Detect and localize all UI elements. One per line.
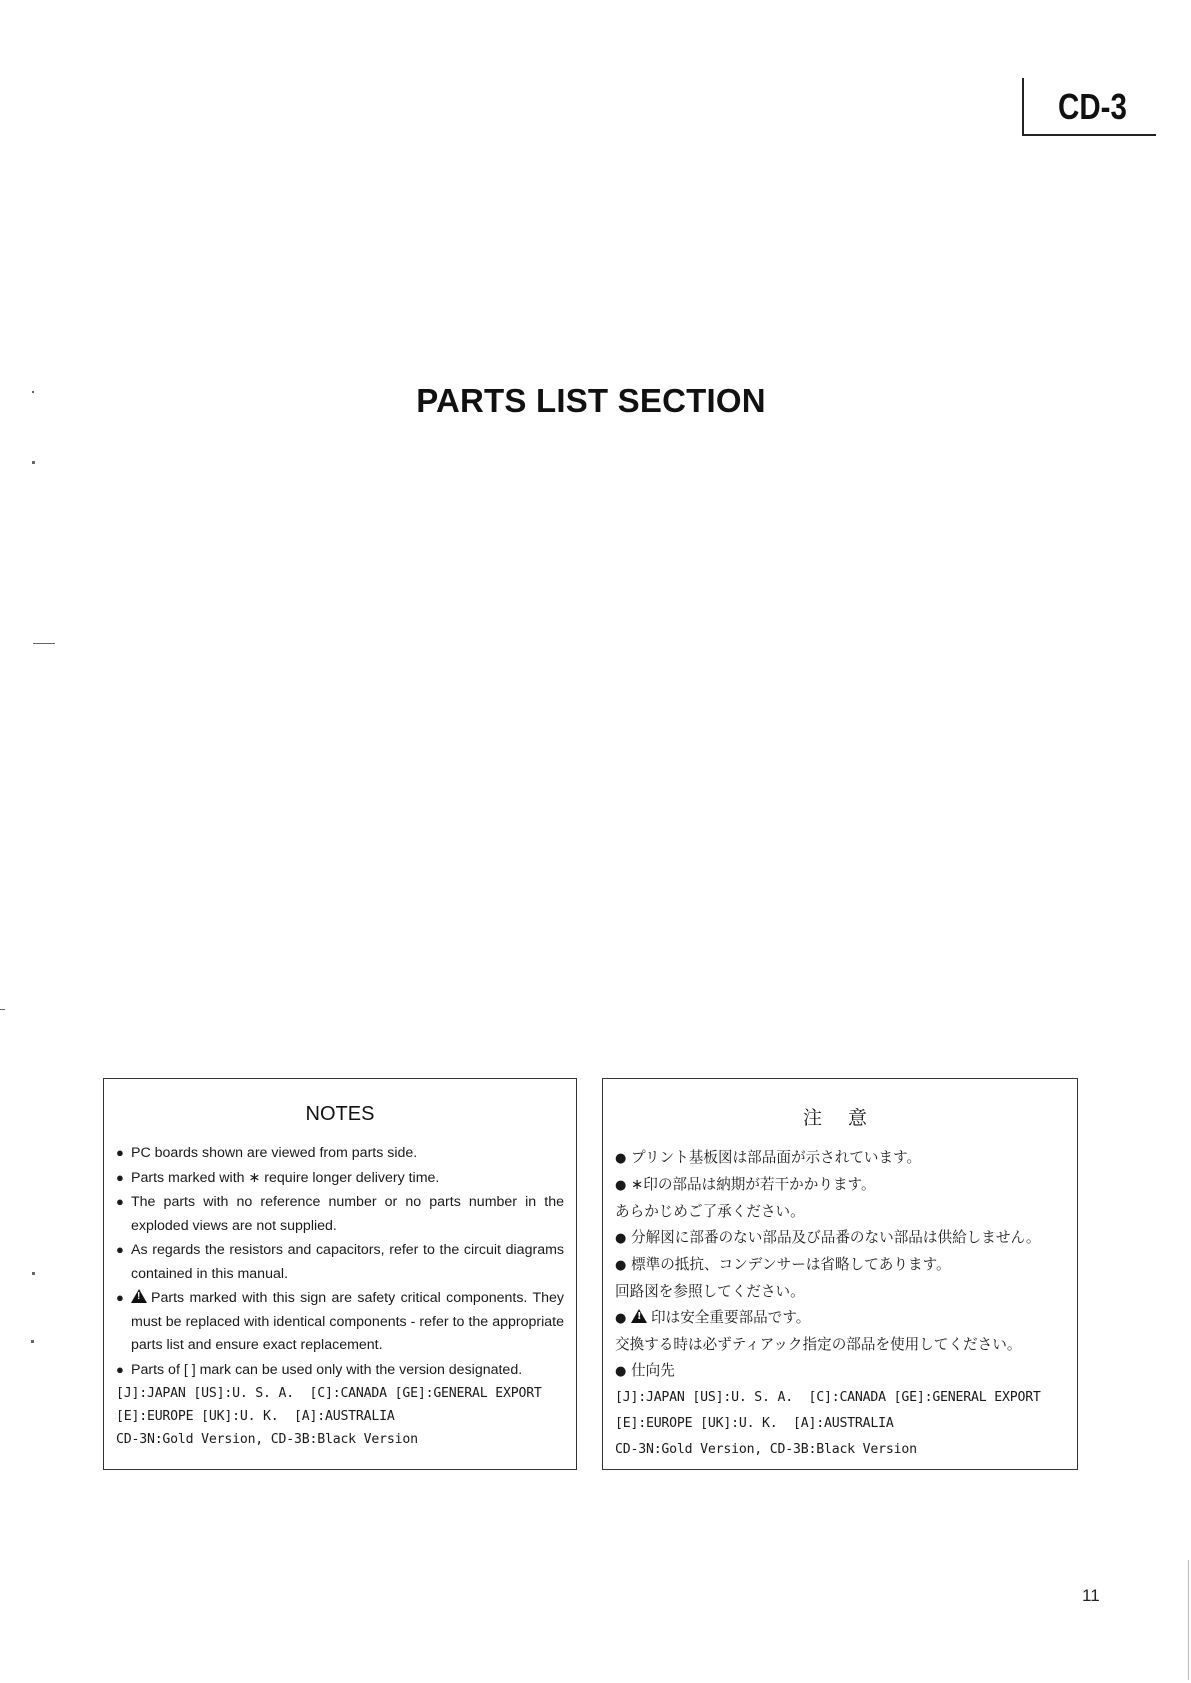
- note-item: ● As regards the resistors and capacitors, refer to the circuit diagrams contained in this manual.: [116, 1238, 564, 1286]
- scan-speck: [32, 461, 35, 464]
- warning-triangle-icon: [131, 1289, 147, 1303]
- scan-speck: [32, 1272, 35, 1275]
- notes-ja-box: [602, 1078, 1078, 1470]
- note-item-continuation: 回路図を参照してください。: [615, 1283, 805, 1300]
- bullet-icon: ●: [615, 1364, 627, 1379]
- note-item: ● 標準の抵抗、コンデンサーは省略してあります。: [615, 1252, 1065, 1279]
- model-label: CD-3: [1058, 86, 1127, 127]
- note-item-continuation: 交換する時は必ずティアック指定の部品を使用してください。: [615, 1336, 1022, 1353]
- scan-edge: [1188, 1560, 1189, 1680]
- note-item: ● ∗印の部品は納期が若干かかります。: [615, 1172, 1065, 1199]
- scan-speck: [32, 391, 34, 393]
- note-item: ●! Parts marked with this sign are safety critical components. They must be replaced with identical components - refer to the appropriate parts list and ensure exact replacement.: [116, 1286, 564, 1358]
- bullet-icon: ●: [116, 1361, 124, 1377]
- note-item: ● プリント基板図は部品面が示されています。: [615, 1145, 1065, 1172]
- note-item: ● Parts of [ ] mark can be used only with the version designated.: [116, 1358, 564, 1383]
- warning-triangle-icon: [631, 1309, 647, 1323]
- bullet-icon: ●: [615, 1151, 627, 1166]
- page-number: 11: [1082, 1586, 1100, 1605]
- bullet-icon: ●: [615, 1178, 627, 1193]
- notes-en-box: [103, 1078, 577, 1470]
- scan-speck: [31, 1340, 34, 1343]
- version-codes-line: [J]:JAPAN [US]:U. S. A. [C]:CANADA [GE]:GENERAL EXPORT: [116, 1386, 542, 1401]
- version-codes-line: [E]:EUROPE [UK]:U. K. [A]:AUSTRALIA: [615, 1416, 894, 1431]
- note-item: ● The parts with no reference number or no parts number in the exploded views are not supplied.: [116, 1190, 564, 1238]
- bullet-icon: ●: [116, 1242, 124, 1257]
- version-codes-line: [E]:EUROPE [UK]:U. K. [A]:AUSTRALIA: [116, 1409, 395, 1424]
- notes-ja-list: [615, 1145, 1065, 1463]
- scan-mark: [33, 643, 55, 644]
- bullet-icon: ●: [615, 1258, 627, 1273]
- note-item-continuation: あらかじめご了承ください。: [615, 1203, 805, 1220]
- bullet-icon: ●: [615, 1311, 627, 1326]
- bullet-icon: ●: [116, 1290, 124, 1305]
- version-codes-line: CD-3N:Gold Version, CD-3B:Black Version: [116, 1432, 418, 1447]
- section-title: PARTS LIST SECTION: [416, 382, 766, 419]
- notes-en-list: [116, 1141, 564, 1451]
- notes-en-title: NOTES: [305, 1103, 375, 1125]
- version-codes-line: [J]:JAPAN [US]:U. S. A. [C]:CANADA [GE]:GENERAL EXPORT: [615, 1390, 1041, 1405]
- note-item: ● Parts marked with ∗ require longer delivery time.: [116, 1166, 564, 1191]
- scan-mark: [0, 1009, 5, 1010]
- note-item: ●! 印は安全重要部品です。: [615, 1305, 1065, 1332]
- bullet-icon: ●: [116, 1194, 124, 1209]
- notes-ja-title: 注 意: [802, 1107, 878, 1129]
- note-item: ● 仕向先: [615, 1358, 1065, 1385]
- note-item: ● PC boards shown are viewed from parts side.: [116, 1141, 564, 1166]
- bullet-icon: ●: [116, 1145, 124, 1160]
- version-codes-line: CD-3N:Gold Version, CD-3B:Black Version: [615, 1442, 917, 1457]
- note-item: ● 分解図に部番のない部品及び品番のない部品は供給しません。: [615, 1225, 1065, 1252]
- model-label-box: [1022, 78, 1156, 136]
- bullet-icon: ●: [116, 1169, 124, 1185]
- bullet-icon: ●: [615, 1231, 627, 1246]
